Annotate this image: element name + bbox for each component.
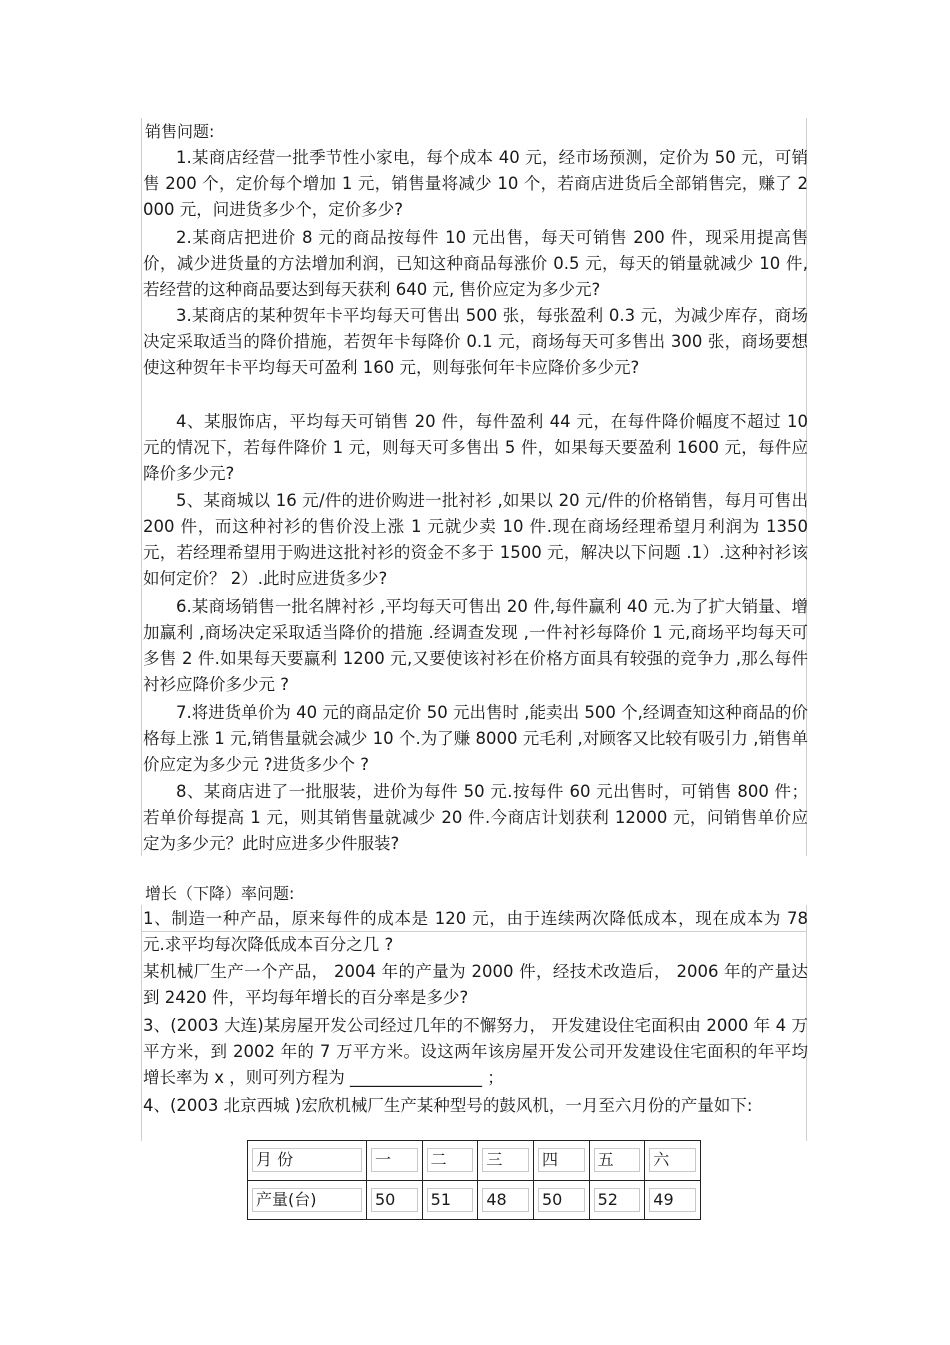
output-6: 49 — [649, 1188, 696, 1212]
table-row — [248, 1180, 701, 1220]
growth-problem-3: 3、(2003 大连)某房屋开发公司经过几年的不懈努力， 开发建设住宅面积由 2000 年 4 万平方米，到 2002 年的 7 万平方米。设这两年该房屋开发公司开发建设住宅面积的年平均增长率为 x ，则可列方程为 ________________ ； — [143, 1016, 808, 1087]
table-header-cell — [248, 1141, 367, 1181]
sales-problem-4: 4、某服饰店，平均每天可销售 20 件，每件盈利 44 元，在每件降价幅度不超过 10 元的情况下，若每件降价 1 元，则每天可多售出 5 件，如果每天要盈利 1600 元，每件应降价多少元? — [143, 412, 808, 483]
table-cell — [478, 1180, 534, 1220]
table-row — [248, 1141, 701, 1181]
month-header: 月 份 — [252, 1148, 362, 1172]
table-cell — [589, 1141, 645, 1181]
month-1: 一 — [371, 1148, 418, 1172]
sales-problem-6: 6.某商场销售一批名牌衬衫 ,平均每天可售出 20 件,每件赢利 40 元.为了扩大销量、增加赢利 ,商场决定采取适当降价的措施 .经调查发现 ,一件衬衫每降价 1 元,商场平均每天可多售 2 件.如果每天要赢利 1200 元,又要使该衬衫在价格方面具有较强的竞争力 ,那么每件衬衫应降价多少元 ? — [143, 597, 808, 694]
growth-problem-4: 4、(2003 北京西城 )宏欣机械厂生产某种型号的鼓风机，一月至六月份的产量如下: — [143, 1096, 753, 1115]
margin-line-left-lower — [141, 905, 142, 1141]
table-header-cell — [248, 1180, 367, 1220]
table-cell — [367, 1141, 423, 1181]
production-table — [247, 1140, 701, 1220]
table-cell — [645, 1141, 701, 1181]
growth-problem-2: 某机械厂生产一个产品， 2004 年的产量为 2000 件，经技术改造后， 2006 年的产量达到 2420 件，平均每年增长的百分率是多少? — [143, 962, 808, 1007]
sales-problem-3: 3.某商店的某种贺年卡平均每天可售出 500 张，每张盈利 0.3 元，为减少库存，商场决定采取适当的降价措施，若贺年卡每降价 0.1 元，商场每天可多售出 300 张，商场要想使这种贺年卡平均每天可盈利 160 元，则每张何年卡应降价多少元? — [143, 306, 808, 377]
output-5: 52 — [594, 1188, 641, 1212]
table-cell — [645, 1180, 701, 1220]
month-6: 六 — [649, 1148, 696, 1172]
month-4: 四 — [538, 1148, 585, 1172]
table-cell — [422, 1180, 478, 1220]
margin-line-left — [141, 118, 142, 856]
output-header: 产量(台) — [252, 1188, 362, 1212]
table-cell — [422, 1141, 478, 1181]
month-5: 五 — [594, 1148, 641, 1172]
output-2: 51 — [427, 1188, 474, 1212]
table-cell — [533, 1141, 589, 1181]
sales-heading: 销售问题: — [145, 122, 215, 141]
output-3: 48 — [482, 1188, 529, 1212]
growth-problem-1: 1、制造一种产品，原来每件的成本是 120 元，由于连续两次降低成本，现在成本为 78 元.求平均每次降低成本百分之几 ? — [143, 909, 808, 954]
output-4: 50 — [538, 1188, 585, 1212]
month-2: 二 — [427, 1148, 474, 1172]
growth-heading: 增长（下降）率问题: — [145, 884, 295, 903]
table-cell — [533, 1180, 589, 1220]
table-cell — [478, 1141, 534, 1181]
output-1: 50 — [371, 1188, 418, 1212]
table-cell — [367, 1180, 423, 1220]
sales-problem-2: 2.某商店把进价 8 元的商品按每件 10 元出售，每天可销售 200 件，现采用提高售价，减少进货量的方法增加利润，已知这种商品每涨价 0.5 元，每天的销量就减少 10 件, 若经营的这种商品要达到每天获利 640 元, 售价应定为多少元? — [143, 228, 808, 299]
table-cell — [589, 1180, 645, 1220]
sales-problem-5: 5、某商城以 16 元/件的进价购进一批衬衫 ,如果以 20 元/件的价格销售，每月可售出 200 件，而这种衬衫的售价没上涨 1 元就少卖 10 件.现在商场经理希望月利润为 1350 元，若经理希望用于购进这批衬衫的资金不多于 1500 元，解决以下问题 .1）.这种衬衫该如何定价？ 2）.此时应进货多少? — [143, 491, 808, 588]
sales-problem-7: 7.将进货单价为 40 元的商品定价 50 元出售时 ,能卖出 500 个,经调查知这种商品的价格每上涨 1 元,销售量就会减少 10 个.为了赚 8000 元毛利 ,对顾客又比较有吸引力 ,销售单价应定为多少元 ?进货多少个 ? — [143, 703, 808, 774]
month-3: 三 — [482, 1148, 529, 1172]
sales-problem-8: 8、某商店进了一批服装，进价为每件 50 元.按每件 60 元出售时，可销售 800 件；若单价每提高 1 元，则其销售量就减少 20 件.今商店计划获利 12000 元，问销售单价应定为多少元？此时应进多少件服装? — [143, 782, 808, 853]
sales-problem-1: 1.某商店经营一批季节性小家电，每个成本 40 元，经市场预测，定价为 50 元，可销售 200 个，定价每个增加 1 元，销售量将减少 10 个，若商店进货后全部销售完，赚了 2000 元，问进货多少个，定价多少? — [143, 148, 808, 219]
